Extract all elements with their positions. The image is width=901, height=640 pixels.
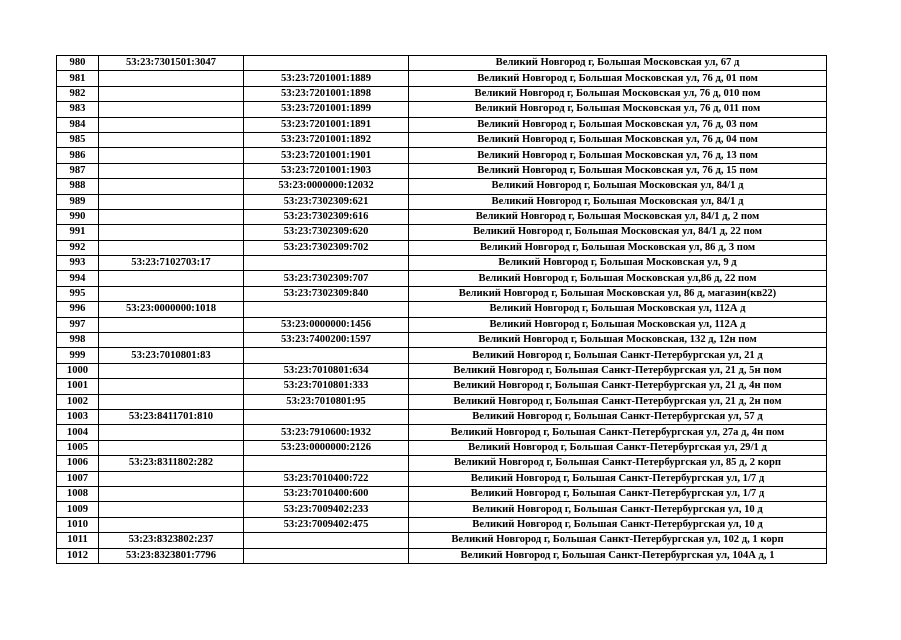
row-number-cell: 1004: [57, 425, 99, 440]
address-cell: Великий Новгород г, Большая Санкт-Петербургская ул, 21 д, 4н пом: [409, 379, 827, 394]
table-row: [57, 56, 827, 71]
address-cell: Великий Новгород г, Большая Санкт-Петербургская ул, 27а д, 4н пом: [409, 425, 827, 440]
address-cell: Великий Новгород г, Большая Московская ул, 86 д, 3 пом: [409, 240, 827, 255]
row-number-cell: 990: [57, 209, 99, 224]
row-number-cell: 1005: [57, 440, 99, 455]
address-cell: Великий Новгород г, Большая Московская ул, 76 д, 01 пом: [409, 71, 827, 86]
table-row: [57, 317, 827, 332]
cadastral-number-cell: [99, 379, 244, 394]
table-row: [57, 286, 827, 301]
row-number-cell: 1009: [57, 502, 99, 517]
cadastral-number-cell: [99, 317, 244, 332]
table-row: [57, 440, 827, 455]
cadastral-number-cell: [99, 225, 244, 240]
row-number-cell: 1010: [57, 517, 99, 532]
row-number-cell: 1007: [57, 471, 99, 486]
cadastral-number-cell: [99, 271, 244, 286]
address-cell: Великий Новгород г, Большая Санкт-Петербургская ул, 29/1 д: [409, 440, 827, 455]
row-number-cell: 999: [57, 348, 99, 363]
cadastral-number-room-cell: [244, 302, 409, 317]
table-row: [57, 456, 827, 471]
cadastral-number-cell: [99, 194, 244, 209]
address-cell: Великий Новгород г, Большая Московская ул, 112А д: [409, 302, 827, 317]
row-number-cell: 981: [57, 71, 99, 86]
cadastral-number-room-cell: 53:23:0000000:12032: [244, 179, 409, 194]
address-cell: Великий Новгород г, Большая Московская ул, 112А д: [409, 317, 827, 332]
cadastral-number-room-cell: 53:23:7010801:95: [244, 394, 409, 409]
address-cell: Великий Новгород г, Большая Московская ул, 86 д, магазин(кв22): [409, 286, 827, 301]
address-cell: Великий Новгород г, Большая Санкт-Петербургская ул, 1/7 д: [409, 471, 827, 486]
row-number-cell: 987: [57, 163, 99, 178]
table-row: [57, 194, 827, 209]
address-cell: Великий Новгород г, Большая Санкт-Петербургская ул, 85 д, 2 корп: [409, 456, 827, 471]
cadastral-number-room-cell: 53:23:0000000:1456: [244, 317, 409, 332]
cadastral-number-cell: 53:23:7102703:17: [99, 256, 244, 271]
cadastral-number-cell: [99, 502, 244, 517]
registry-table: [56, 55, 827, 564]
table-row: [57, 533, 827, 548]
cadastral-number-room-cell: 53:23:7302309:616: [244, 209, 409, 224]
table-row: [57, 517, 827, 532]
table-row: [57, 548, 827, 563]
address-cell: Великий Новгород г, Большая Московская, 132 д, 12н пом: [409, 333, 827, 348]
cadastral-number-cell: [99, 86, 244, 101]
table-row: [57, 471, 827, 486]
table-row: [57, 302, 827, 317]
cadastral-number-room-cell: [244, 256, 409, 271]
cadastral-number-room-cell: 53:23:7009402:233: [244, 502, 409, 517]
table-row: [57, 425, 827, 440]
table-row: [57, 240, 827, 255]
row-number-cell: 988: [57, 179, 99, 194]
row-number-cell: 992: [57, 240, 99, 255]
row-number-cell: 983: [57, 102, 99, 117]
table-row: [57, 179, 827, 194]
address-cell: Великий Новгород г, Большая Московская ул, 84/1 д, 22 пом: [409, 225, 827, 240]
cadastral-number-cell: 53:23:8411701:810: [99, 409, 244, 424]
address-cell: Великий Новгород г, Большая Санкт-Петербургская ул, 1/7 д: [409, 486, 827, 501]
cadastral-number-cell: [99, 517, 244, 532]
address-cell: Великий Новгород г, Большая Санкт-Петербургская ул, 10 д: [409, 502, 827, 517]
cadastral-number-room-cell: 53:23:7010400:722: [244, 471, 409, 486]
address-cell: Великий Новгород г, Большая Санкт-Петербургская ул, 21 д: [409, 348, 827, 363]
row-number-cell: 1000: [57, 363, 99, 378]
cadastral-number-room-cell: 53:23:7201001:1903: [244, 163, 409, 178]
cadastral-number-room-cell: 53:23:7201001:1901: [244, 148, 409, 163]
address-cell: Великий Новгород г, Большая Московская ул,86 д, 22 пом: [409, 271, 827, 286]
table-row: [57, 86, 827, 101]
table-row: [57, 132, 827, 147]
row-number-cell: 1002: [57, 394, 99, 409]
cadastral-number-cell: [99, 394, 244, 409]
cadastral-number-room-cell: 53:23:7302309:621: [244, 194, 409, 209]
address-cell: Великий Новгород г, Большая Санкт-Петербургская ул, 104А д, 1: [409, 548, 827, 563]
address-cell: Великий Новгород г, Большая Московская ул, 76 д, 15 пом: [409, 163, 827, 178]
cadastral-number-cell: [99, 425, 244, 440]
address-cell: Великий Новгород г, Большая Санкт-Петербургская ул, 10 д: [409, 517, 827, 532]
cadastral-number-cell: [99, 102, 244, 117]
cadastral-number-cell: [99, 117, 244, 132]
registry-table-body: [57, 56, 827, 564]
address-cell: Великий Новгород г, Большая Санкт-Петербургская ул, 21 д, 2н пом: [409, 394, 827, 409]
cadastral-number-room-cell: [244, 533, 409, 548]
cadastral-number-room-cell: [244, 456, 409, 471]
table-row: [57, 379, 827, 394]
cadastral-number-cell: [99, 132, 244, 147]
address-cell: Великий Новгород г, Большая Московская ул, 84/1 д: [409, 194, 827, 209]
cadastral-number-room-cell: 53:23:7400200:1597: [244, 333, 409, 348]
cadastral-number-room-cell: 53:23:7302309:840: [244, 286, 409, 301]
table-row: [57, 225, 827, 240]
row-number-cell: 994: [57, 271, 99, 286]
cadastral-number-room-cell: 53:23:0000000:2126: [244, 440, 409, 455]
row-number-cell: 1001: [57, 379, 99, 394]
table-row: [57, 333, 827, 348]
cadastral-number-room-cell: 53:23:7201001:1889: [244, 71, 409, 86]
cadastral-number-room-cell: 53:23:7302309:707: [244, 271, 409, 286]
address-cell: Великий Новгород г, Большая Московская ул, 76 д, 011 пом: [409, 102, 827, 117]
cadastral-number-cell: [99, 333, 244, 348]
cadastral-number-cell: 53:23:7301501:3047: [99, 56, 244, 71]
cadastral-number-cell: [99, 286, 244, 301]
cadastral-number-room-cell: 53:23:7201001:1899: [244, 102, 409, 117]
table-row: [57, 394, 827, 409]
address-cell: Великий Новгород г, Большая Московская ул, 76 д, 010 пом: [409, 86, 827, 101]
address-cell: Великий Новгород г, Большая Санкт-Петербургская ул, 102 д, 1 корп: [409, 533, 827, 548]
cadastral-number-cell: [99, 440, 244, 455]
cadastral-number-room-cell: [244, 409, 409, 424]
row-number-cell: 996: [57, 302, 99, 317]
table-row: [57, 502, 827, 517]
cadastral-number-cell: [99, 163, 244, 178]
address-cell: Великий Новгород г, Большая Московская ул, 76 д, 03 пом: [409, 117, 827, 132]
row-number-cell: 985: [57, 132, 99, 147]
row-number-cell: 1011: [57, 533, 99, 548]
address-cell: Великий Новгород г, Большая Московская ул, 76 д, 13 пом: [409, 148, 827, 163]
cadastral-number-room-cell: [244, 56, 409, 71]
cadastral-number-cell: 53:23:8311802:282: [99, 456, 244, 471]
row-number-cell: 984: [57, 117, 99, 132]
address-cell: Великий Новгород г, Большая Московская ул, 76 д, 04 пом: [409, 132, 827, 147]
cadastral-number-room-cell: 53:23:7302309:702: [244, 240, 409, 255]
cadastral-number-cell: [99, 148, 244, 163]
row-number-cell: 980: [57, 56, 99, 71]
cadastral-number-cell: 53:23:8323802:237: [99, 533, 244, 548]
row-number-cell: 991: [57, 225, 99, 240]
address-cell: Великий Новгород г, Большая Московская ул, 84/1 д: [409, 179, 827, 194]
table-row: [57, 117, 827, 132]
row-number-cell: 1006: [57, 456, 99, 471]
table-row: [57, 348, 827, 363]
cadastral-number-room-cell: 53:23:7910600:1932: [244, 425, 409, 440]
row-number-cell: 1008: [57, 486, 99, 501]
table-row: [57, 71, 827, 86]
row-number-cell: 989: [57, 194, 99, 209]
cadastral-number-room-cell: 53:23:7201001:1898: [244, 86, 409, 101]
table-row: [57, 486, 827, 501]
row-number-cell: 995: [57, 286, 99, 301]
cadastral-number-room-cell: [244, 348, 409, 363]
cadastral-number-room-cell: 53:23:7010400:600: [244, 486, 409, 501]
address-cell: Великий Новгород г, Большая Московская ул, 67 д: [409, 56, 827, 71]
cadastral-number-room-cell: 53:23:7009402:475: [244, 517, 409, 532]
address-cell: Великий Новгород г, Большая Московская ул, 84/1 д, 2 пом: [409, 209, 827, 224]
table-row: [57, 363, 827, 378]
cadastral-number-cell: [99, 471, 244, 486]
cadastral-number-room-cell: 53:23:7302309:620: [244, 225, 409, 240]
cadastral-number-room-cell: [244, 548, 409, 563]
cadastral-number-room-cell: 53:23:7010801:634: [244, 363, 409, 378]
table-row: [57, 163, 827, 178]
cadastral-number-room-cell: 53:23:7201001:1892: [244, 132, 409, 147]
table-row: [57, 271, 827, 286]
cadastral-number-room-cell: 53:23:7201001:1891: [244, 117, 409, 132]
address-cell: Великий Новгород г, Большая Санкт-Петербургская ул, 21 д, 5н пом: [409, 363, 827, 378]
cadastral-number-cell: [99, 179, 244, 194]
row-number-cell: 986: [57, 148, 99, 163]
cadastral-number-cell: 53:23:8323801:7796: [99, 548, 244, 563]
address-cell: Великий Новгород г, Большая Санкт-Петербургская ул, 57 д: [409, 409, 827, 424]
cadastral-number-cell: [99, 240, 244, 255]
cadastral-number-cell: [99, 486, 244, 501]
cadastral-number-cell: [99, 71, 244, 86]
table-row: [57, 256, 827, 271]
table-row: [57, 148, 827, 163]
row-number-cell: 1012: [57, 548, 99, 563]
row-number-cell: 982: [57, 86, 99, 101]
cadastral-number-cell: 53:23:7010801:83: [99, 348, 244, 363]
cadastral-number-room-cell: 53:23:7010801:333: [244, 379, 409, 394]
table-row: [57, 102, 827, 117]
row-number-cell: 998: [57, 333, 99, 348]
cadastral-number-cell: [99, 363, 244, 378]
table-row: [57, 209, 827, 224]
cadastral-number-cell: 53:23:0000000:1018: [99, 302, 244, 317]
row-number-cell: 1003: [57, 409, 99, 424]
cadastral-number-cell: [99, 209, 244, 224]
row-number-cell: 993: [57, 256, 99, 271]
table-row: [57, 409, 827, 424]
row-number-cell: 997: [57, 317, 99, 332]
address-cell: Великий Новгород г, Большая Московская ул, 9 д: [409, 256, 827, 271]
